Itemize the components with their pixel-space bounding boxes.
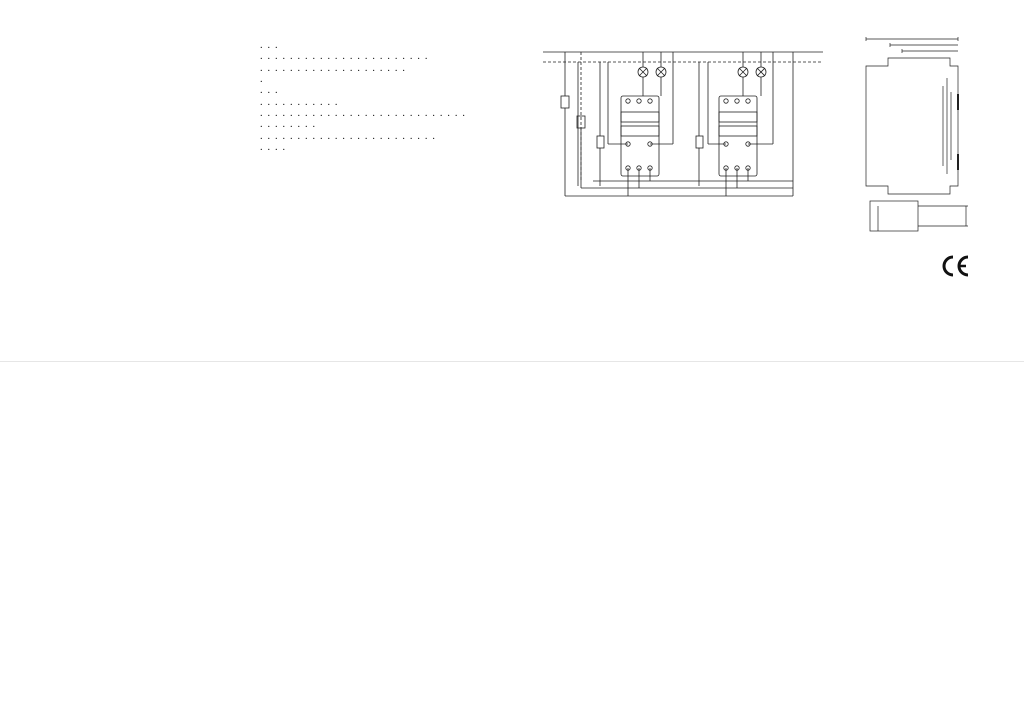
relay-side-view bbox=[866, 58, 958, 194]
column-2 bbox=[260, 18, 486, 153]
ce-mark-icon bbox=[940, 253, 970, 279]
spec-row: . . . bbox=[260, 40, 279, 51]
dimension-drawing bbox=[858, 36, 978, 236]
uwaga-section bbox=[533, 215, 825, 216]
spec-row: . . . . . . . . . . . . . . . . . . . . . . . bbox=[260, 51, 429, 63]
p-button bbox=[696, 136, 703, 148]
spec-row: . bbox=[260, 74, 264, 86]
wiring-diagram bbox=[533, 36, 823, 206]
spec-row: . . . bbox=[260, 85, 279, 97]
spec-row: . . . . . . . . . . . . . . . . . . . . . . . . bbox=[260, 130, 437, 142]
spec-row: . . . . . . . . . . . . . . . . . . . . bbox=[260, 62, 407, 74]
dane-table bbox=[260, 40, 486, 153]
spec-row: . . . . . . . . bbox=[260, 119, 317, 131]
relay-front-view bbox=[870, 201, 918, 231]
spec-row: . . . . . . . . . . . bbox=[260, 96, 339, 108]
spec-row: . . . . bbox=[260, 142, 287, 154]
gz-button bbox=[561, 96, 569, 108]
leaflet-bottom-half-rotated bbox=[0, 362, 1024, 724]
p-button bbox=[597, 136, 604, 148]
spec-row: . . . . . . . . . . . . . . . . . . . . . . . . . . . . bbox=[260, 108, 467, 120]
column-1 bbox=[22, 18, 248, 27]
